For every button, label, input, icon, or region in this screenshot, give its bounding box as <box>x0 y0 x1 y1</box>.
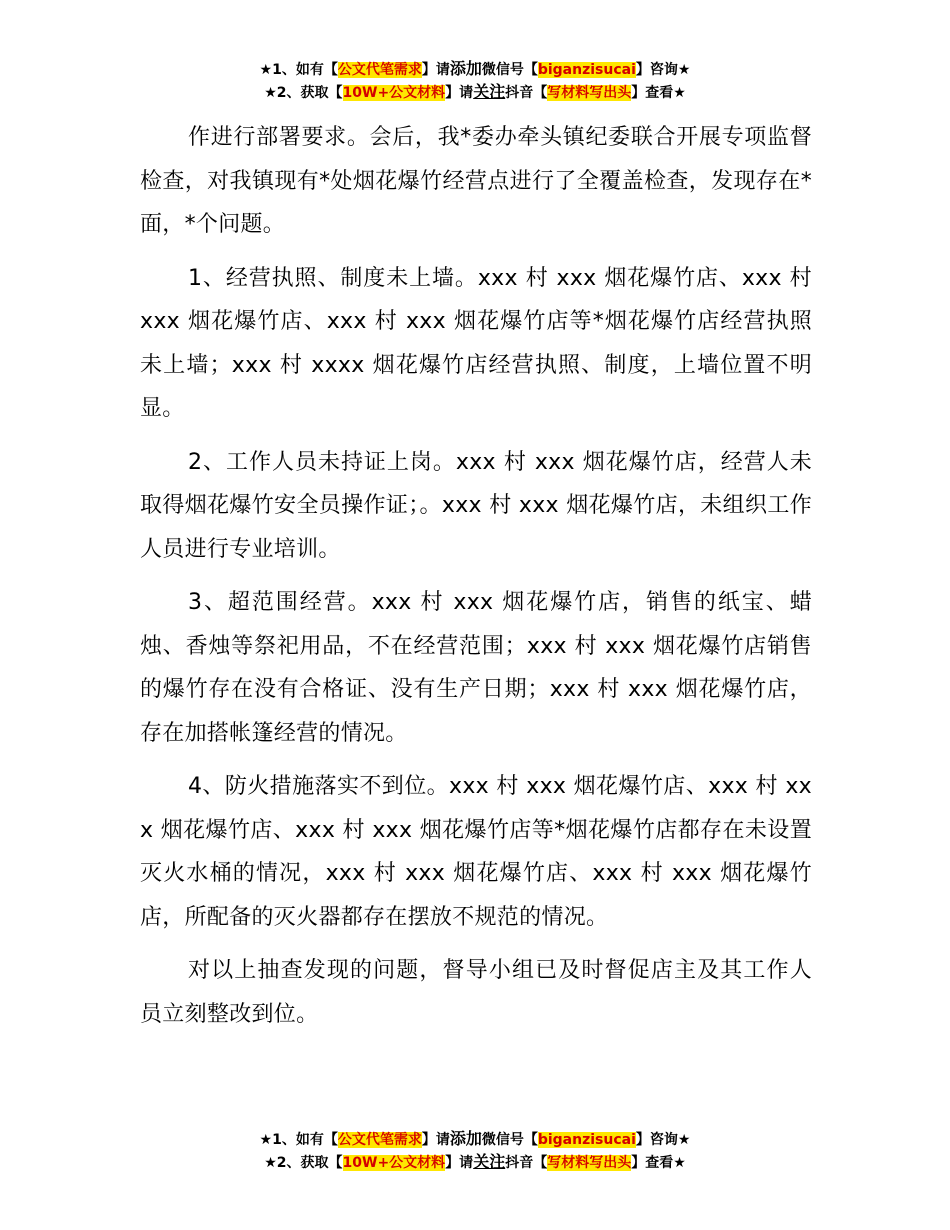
paragraph-issue-1: 1、经营执照、制度未上墙。xxx 村 xxx 烟花爆竹店、xxx 村 xxx 烟花爆竹店、xxx 村 xxx 烟花爆竹店等*烟花爆竹店经营执照未上墙；xxx 村 xxxx 烟花爆竹店经营执照、制度，上墙位置不明显。 <box>140 265 812 421</box>
banner-line-2 <box>0 81 950 104</box>
paragraph-issue-3: 3、超范围经营。xxx 村 xxx 烟花爆竹店，销售的纸宝、蜡烛、香烛等祭祀用品，不在经营范围；xxx 村 xxx 烟花爆竹店销售的爆竹存在没有合格证、没有生产日期；xxx 村 xxx 烟花爆竹店，存在加搭帐篷经营的情况。 <box>140 590 812 746</box>
highlight-ghostwriting: 公文代笔需求 <box>337 1132 422 1148</box>
banner-text: 】请 <box>421 62 450 78</box>
banner-text: 抖音【 <box>505 1155 548 1171</box>
highlight-douyin: 写材料写出头 <box>547 85 632 101</box>
banner-text: 】查看★ <box>631 85 686 101</box>
header-banner <box>0 58 950 104</box>
paragraph-intro: 作进行部署要求。会后，我*委办牵头镇纪委联合开展专项监督检查，对我镇现有*处烟花爆竹经营点进行了全覆盖检查，发现存在*面，*个问题。 <box>140 125 812 237</box>
banner-emphasis: 关注 <box>473 82 506 101</box>
highlight-ghostwriting: 公文代笔需求 <box>337 62 422 78</box>
banner-text: ★2、获取【 <box>264 85 343 101</box>
banner-line-1 <box>0 1128 950 1151</box>
paragraph-conclusion: 对以上抽查发现的问题，督导小组已及时督促店主及其工作人员立刻整改到位。 <box>140 958 812 1027</box>
highlight-materials: 10W+公文材料 <box>342 85 446 101</box>
highlight-wechat-id: biganzisucai <box>537 1132 636 1148</box>
banner-text: 】查看★ <box>631 1155 686 1171</box>
banner-emphasis: 关注 <box>473 1152 506 1171</box>
banner-emphasis: 添加 <box>449 1129 482 1148</box>
highlight-materials: 10W+公文材料 <box>342 1155 446 1171</box>
banner-text: 微信号【 <box>481 62 538 78</box>
banner-text: ★1、如有【 <box>259 1132 338 1148</box>
banner-line-2 <box>0 1151 950 1174</box>
banner-text: 】请 <box>421 1132 450 1148</box>
banner-text: ★2、获取【 <box>264 1155 343 1171</box>
banner-text: 抖音【 <box>505 85 548 101</box>
banner-emphasis: 添加 <box>449 59 482 78</box>
banner-text: 微信号【 <box>481 1132 538 1148</box>
banner-text: 】请 <box>445 1155 474 1171</box>
banner-line-1 <box>0 58 950 81</box>
paragraph-issue-4: 4、防火措施落实不到位。xxx 村 xxx 烟花爆竹店、xxx 村 xxx 烟花爆竹店、xxx 村 xxx 烟花爆竹店等*烟花爆竹店都存在未设置灭火水桶的情况，xxx 村 xxx 烟花爆竹店、xxx 村 xxx 烟花爆竹店，所配备的灭火器都存在摆放不规范的情况。 <box>140 774 812 930</box>
banner-text: 】请 <box>445 85 474 101</box>
highlight-wechat-id: biganzisucai <box>537 62 636 78</box>
banner-text: ★1、如有【 <box>259 62 338 78</box>
paragraph-issue-2: 2、工作人员未持证上岗。xxx 村 xxx 烟花爆竹店，经营人未取得烟花爆竹安全员操作证；。xxx 村 xxx 烟花爆竹店，未组织工作人员进行专业培训。 <box>140 449 812 562</box>
banner-text: 】咨询★ <box>635 62 691 78</box>
document-body <box>140 116 812 1046</box>
footer-banner <box>0 1128 950 1174</box>
banner-text: 】咨询★ <box>635 1132 691 1148</box>
highlight-douyin: 写材料写出头 <box>547 1155 632 1171</box>
